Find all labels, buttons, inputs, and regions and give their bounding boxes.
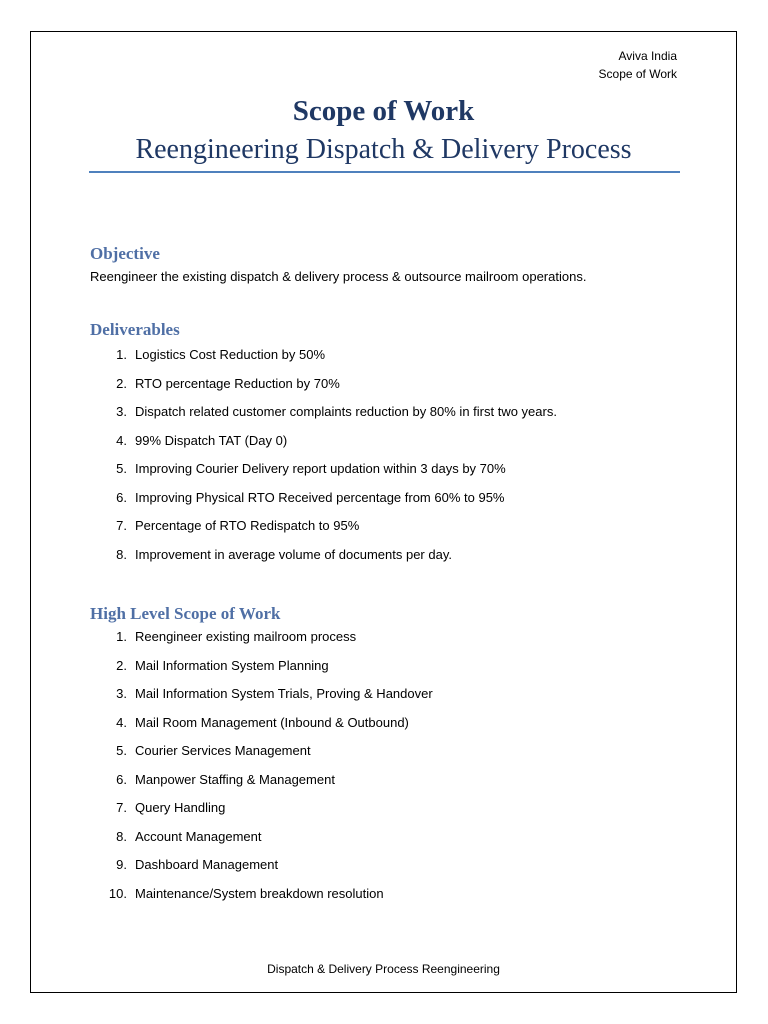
list-item-text: Query Handling — [135, 800, 226, 815]
list-item-number: 7. — [116, 800, 127, 815]
list-item — [111, 375, 557, 404]
page-subtitle: Reengineering Dispatch & Delivery Process — [135, 134, 632, 165]
list-item — [111, 856, 433, 885]
list-item-number: 4. — [116, 714, 127, 730]
list-item-text: Courier Services Management — [135, 743, 311, 758]
page-footer: Dispatch & Delivery Process Reengineering — [267, 962, 500, 976]
deliverables-heading: Deliverables — [90, 320, 180, 339]
list-item-number: 10. — [108, 885, 127, 901]
list-item-text: Percentage of RTO Redispatch to 95% — [135, 518, 360, 533]
list-item-number: 2. — [116, 375, 127, 391]
list-item-number: 7. — [116, 518, 127, 533]
title-divider — [89, 171, 680, 173]
header-doc-title: Scope of Work — [598, 67, 677, 81]
page-header — [599, 47, 677, 83]
list-item-number: 3. — [116, 686, 127, 701]
list-item — [111, 432, 557, 461]
list-item-text: Improving Physical RTO Received percentage from 60% to 95% — [135, 489, 505, 505]
list-item-number: 8. — [116, 828, 127, 844]
list-item — [111, 771, 433, 800]
list-item-text: Logistics Cost Reduction by 50% — [135, 347, 326, 362]
list-item-text: Improving Courier Delivery report updation within 3 days by 70% — [135, 461, 506, 476]
scope-list — [108, 628, 433, 913]
list-item-number: 3. — [116, 404, 127, 419]
list-item-text: Manpower Staffing & Management — [135, 771, 335, 787]
list-item-text: Reengineer existing mailroom process — [135, 629, 357, 644]
list-item-text: 99% Dispatch TAT (Day 0) — [135, 432, 288, 448]
list-item-number: 1. — [116, 629, 127, 644]
list-item — [111, 346, 557, 375]
list-item-text: Maintenance/System breakdown resolution — [135, 885, 384, 901]
list-item-text: Mail Information System Trials, Proving & Handover — [135, 686, 433, 701]
objective-heading: Objective — [90, 244, 160, 263]
page-title: Scope of Work — [292, 95, 475, 127]
list-item — [111, 628, 433, 657]
document-page — [30, 31, 737, 993]
list-item-number: 4. — [116, 432, 127, 448]
list-item — [111, 489, 557, 518]
list-item — [111, 828, 433, 857]
list-item-number: 6. — [116, 771, 127, 787]
list-item — [111, 714, 433, 743]
scope-heading: High Level Scope of Work — [90, 604, 281, 623]
header-company: Aviva India — [618, 49, 677, 63]
list-item — [111, 546, 557, 575]
list-item-text: Dispatch related customer complaints reduction by 80% in first two years. — [135, 404, 557, 419]
list-item-number: 9. — [116, 857, 127, 872]
list-item-text: Mail Information System Planning — [135, 657, 329, 673]
list-item — [111, 799, 433, 828]
list-item-text: Mail Room Management (Inbound & Outbound) — [135, 714, 409, 730]
list-item — [111, 460, 557, 489]
list-item — [111, 685, 433, 714]
objective-text: Reengineer the existing dispatch & delivery process & outsource mailroom operations. — [90, 269, 587, 284]
list-item-text: Account Management — [135, 828, 262, 844]
list-item-text: Improvement in average volume of documents per day. — [135, 546, 452, 562]
list-item — [111, 742, 433, 771]
list-item-text: Dashboard Management — [135, 857, 279, 872]
list-item-number: 2. — [116, 657, 127, 673]
list-item-number: 1. — [116, 347, 127, 362]
list-item-number: 5. — [116, 743, 127, 758]
list-item — [111, 657, 433, 686]
list-item — [108, 885, 433, 914]
list-item — [111, 403, 557, 432]
list-item-number: 6. — [116, 489, 127, 505]
list-item-number: 8. — [116, 546, 127, 562]
list-item-text: RTO percentage Reduction by 70% — [135, 375, 340, 391]
list-item-number: 5. — [116, 461, 127, 476]
deliverables-list — [111, 346, 557, 574]
list-item — [111, 517, 557, 546]
